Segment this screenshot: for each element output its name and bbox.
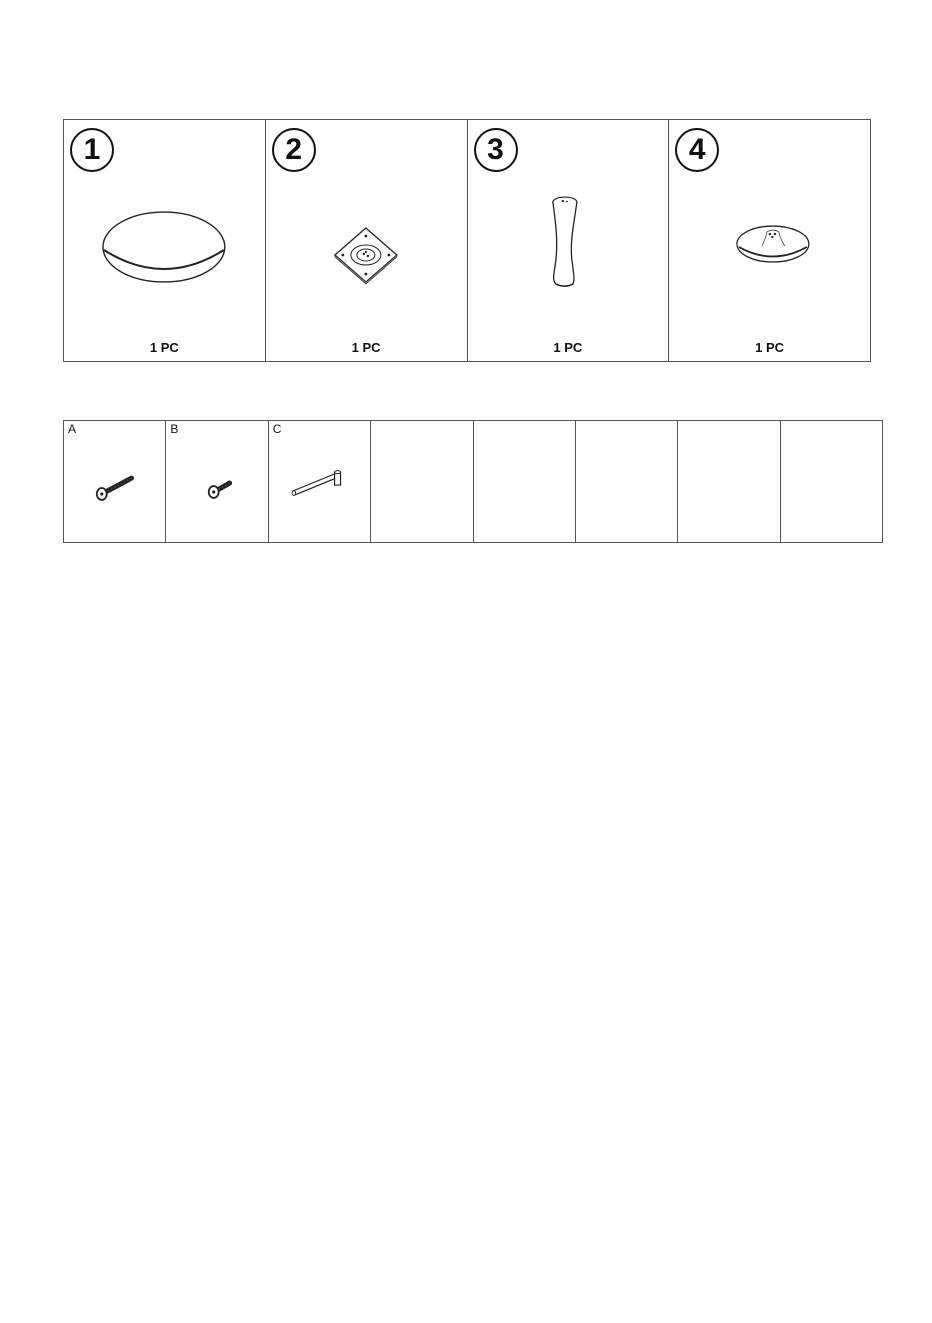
parts-grid — [63, 119, 871, 362]
long-bolt-icon — [64, 441, 165, 541]
part-number-badge: 4 — [675, 128, 719, 172]
hardware-grid — [63, 420, 883, 543]
part-quantity: 1 PC — [351, 340, 381, 355]
hardware-cell-empty — [576, 421, 678, 542]
hardware-cell-c — [269, 421, 371, 542]
mounting-plate-icon — [266, 180, 467, 340]
part-cell-2 — [266, 120, 468, 361]
hardware-cell-empty — [678, 421, 780, 542]
part-number-badge: 3 — [474, 128, 518, 172]
hardware-letter: C — [272, 422, 282, 436]
part-quantity: 1 PC — [755, 340, 785, 355]
table-column-icon — [468, 180, 669, 340]
part-number-badge: 2 — [272, 128, 316, 172]
hardware-cell-empty — [371, 421, 473, 542]
hardware-letter: B — [170, 422, 179, 436]
hardware-cell-empty — [474, 421, 576, 542]
hardware-cell-b — [166, 421, 268, 542]
part-quantity: 1 PC — [149, 340, 179, 355]
round-base-icon — [669, 180, 870, 340]
round-table-top-icon — [64, 180, 265, 340]
allen-key-icon — [269, 441, 370, 541]
hardware-letter: A — [68, 422, 77, 436]
part-cell-1 — [64, 120, 266, 361]
part-quantity: 1 PC — [553, 340, 583, 355]
part-number-badge: 1 — [70, 128, 114, 172]
hardware-cell-a — [64, 421, 166, 542]
hardware-cell-empty — [781, 421, 882, 542]
short-bolt-icon — [166, 441, 267, 541]
part-cell-4 — [669, 120, 870, 361]
part-cell-3 — [468, 120, 670, 361]
